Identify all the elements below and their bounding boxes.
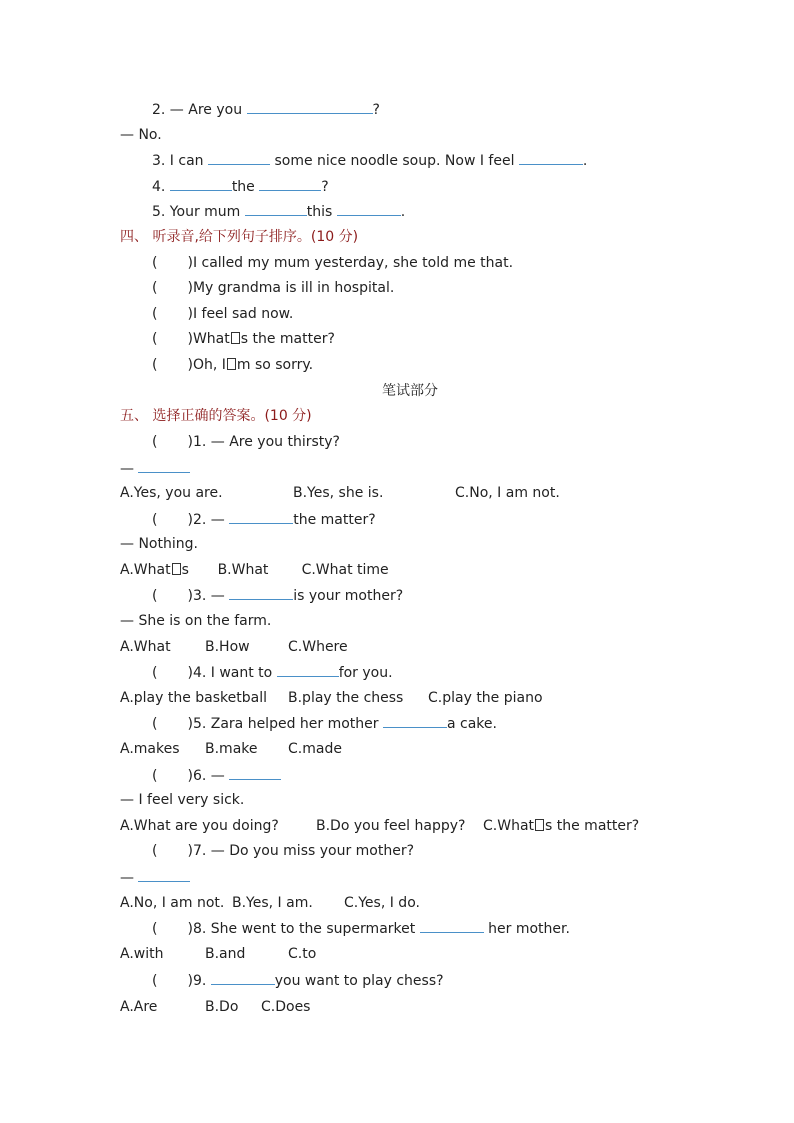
mc-options-4: A.play the basketball B.play the chess C.play the piano — [120, 690, 543, 706]
answer-blank[interactable] — [229, 585, 293, 600]
mc-question-7: ( )7. — Do you miss your mother? — [152, 843, 415, 859]
answer-blank[interactable] — [229, 509, 293, 524]
answer-blank[interactable] — [211, 970, 275, 985]
answer-blank[interactable] — [138, 458, 190, 473]
mc-question-7-reply: — — [120, 867, 190, 888]
order-item: ( )My grandma is ill in hospital. — [152, 280, 395, 296]
answer-blank[interactable] — [170, 176, 232, 191]
answer-blank[interactable] — [229, 765, 281, 780]
missing-glyph-box — [227, 358, 236, 370]
answer-blank[interactable] — [247, 99, 373, 114]
mc-question-1: ( )1. — Are you thirsty? — [152, 434, 340, 450]
mc-question-4: ( )4. I want to for you. — [152, 662, 393, 683]
missing-glyph-box — [172, 563, 181, 575]
answer-blank[interactable] — [208, 150, 270, 165]
mc-question-9: ( )9. you want to play chess? — [152, 970, 444, 991]
order-item: ( )Oh, I m so sorry. — [152, 357, 314, 373]
answer-blank[interactable] — [519, 150, 583, 165]
answer-blank[interactable] — [337, 201, 401, 216]
mc-options-5: A.makes B.make C.made — [120, 741, 342, 757]
mc-question-5: ( )5. Zara helped her mother a cake. — [152, 713, 497, 734]
mc-question-3-reply: — She is on the farm. — [120, 613, 272, 629]
section-5-title: 五、 选择正确的答案。(10 分) — [120, 408, 312, 424]
answer-blank[interactable] — [245, 201, 307, 216]
mc-options-2: A.What s B.What C.What time — [120, 562, 389, 578]
order-item: ( )I called my mum yesterday, she told me that. — [152, 255, 514, 271]
listening-q4: 4. the ? — [152, 176, 329, 197]
listening-q2: 2. — Are you ? — [152, 99, 380, 120]
mc-question-6-reply: — I feel very sick. — [120, 792, 245, 808]
answer-blank[interactable] — [138, 867, 190, 882]
mc-question-8: ( )8. She went to the supermarket her mother. — [152, 918, 570, 939]
mc-options-1: A.Yes, you are. B.Yes, she is. C.No, I am not. — [120, 485, 560, 501]
listening-q5: 5. Your mum this . — [152, 201, 405, 222]
mc-options-3: A.What B.How C.Where — [120, 639, 348, 655]
mc-question-2: ( )2. — the matter? — [152, 509, 376, 530]
listening-q2-reply: — No. — [120, 127, 162, 143]
order-item: ( )What s the matter? — [152, 331, 335, 347]
answer-blank[interactable] — [277, 662, 339, 677]
order-item: ( )I feel sad now. — [152, 306, 294, 322]
section-4-title: 四、 听录音,给下列句子排序。(10 分) — [120, 229, 359, 245]
answer-blank[interactable] — [420, 918, 484, 933]
mc-options-6: A.What are you doing? B.Do you feel happy? C.What s the matter? — [120, 818, 640, 834]
missing-glyph-box — [231, 332, 240, 344]
missing-glyph-box — [535, 819, 544, 831]
mc-question-1-reply: — — [120, 458, 190, 479]
mc-question-2-reply: — Nothing. — [120, 536, 198, 552]
mc-question-3: ( )3. — is your mother? — [152, 585, 403, 606]
listening-q3: 3. I can some nice noodle soup. Now I feel . — [152, 150, 587, 171]
mc-options-8: A.with B.and C.to — [120, 946, 317, 962]
mc-options-7: A.No, I am not. B.Yes, I am. C.Yes, I do. — [120, 895, 420, 911]
mc-options-9: A.Are B.Do C.Does — [120, 999, 311, 1015]
answer-blank[interactable] — [259, 176, 321, 191]
answer-blank[interactable] — [383, 713, 447, 728]
mc-question-6: ( )6. — — [152, 765, 281, 786]
written-part-heading: 笔试部分 — [382, 383, 438, 399]
